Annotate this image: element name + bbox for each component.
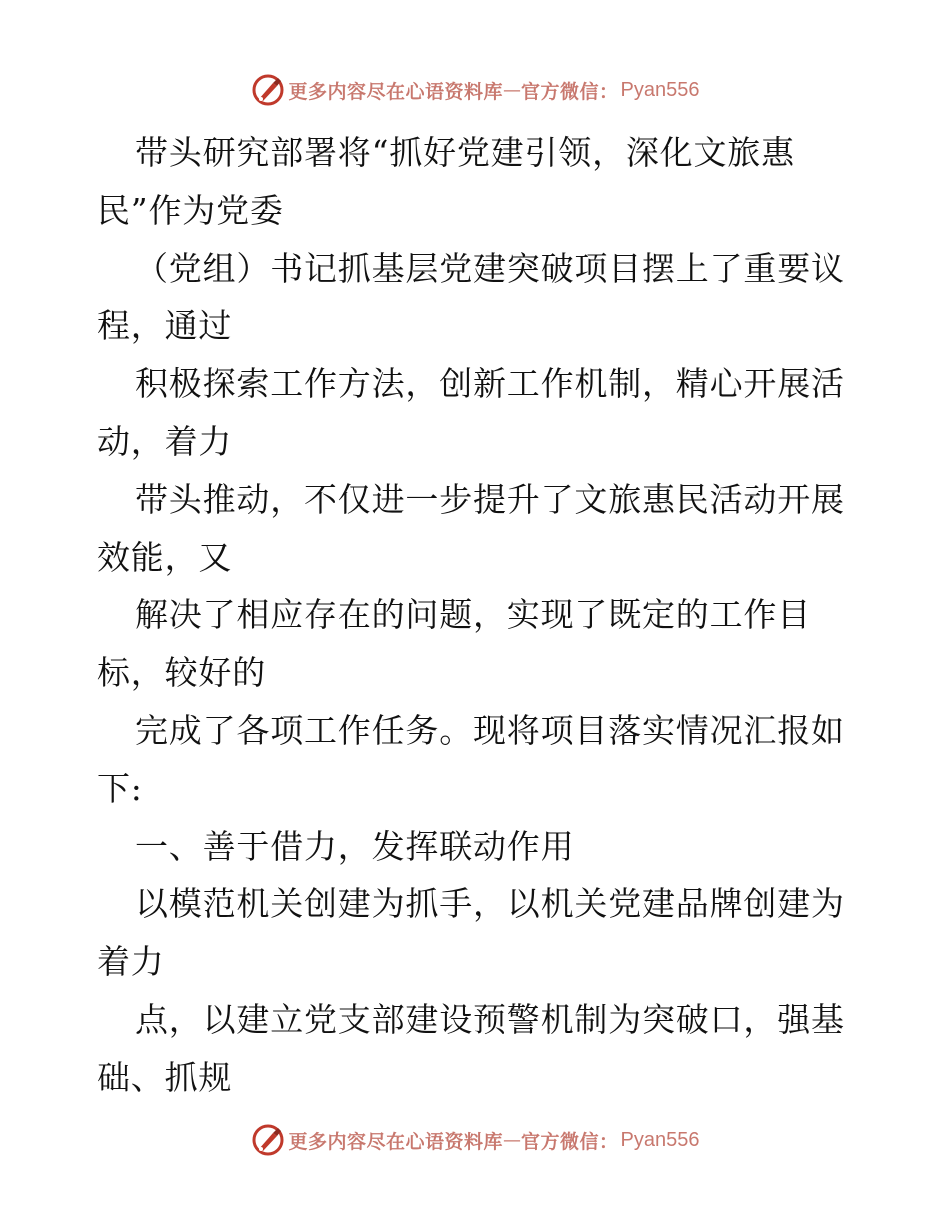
- text-line: 解决了相应存在的问题，实现了既定的工作目: [135, 595, 811, 635]
- text-line: 带头研究部署将“抓好党建引领，深化文旅惠: [135, 133, 795, 172]
- text-line: 一、善于借力，发挥联动作用: [135, 826, 575, 866]
- footer-brand-text: 更多内容尽在心语资料库: [288, 1130, 504, 1153]
- text-line: 民”作为党委: [97, 190, 284, 230]
- text-line: 础、抓规: [97, 1057, 233, 1097]
- text-line: 以模范机关创建为抓手，以机关党建品牌创建为: [135, 884, 845, 924]
- document-body: [97, 124, 857, 1107]
- footer-banner: [0, 1122, 950, 1158]
- text-line: 程，通过: [97, 306, 233, 346]
- text-line: 动，着力: [97, 421, 233, 461]
- text-line: 下:: [97, 768, 143, 808]
- footer-label-text: 官方微信：: [521, 1130, 619, 1153]
- text-line: （党组）书记抓基层党建突破项目摆上了重要议: [135, 248, 845, 288]
- pen-logo-icon: [251, 73, 285, 107]
- text-line: 带头推动，不仅进一步提升了文旅惠民活动开展: [135, 479, 845, 519]
- text-line: 效能，又: [97, 537, 233, 577]
- header-label-text: 官方微信：: [521, 80, 619, 103]
- header-handle-text: Pyan556: [620, 78, 700, 101]
- pen-logo-icon: [251, 1123, 285, 1157]
- text-line: 完成了各项工作任务。现将项目落实情况汇报如: [135, 710, 845, 750]
- text-line: 点，以建立党支部建设预警机制为突破口，强基: [135, 999, 845, 1039]
- text-line: 标，较好的: [97, 653, 266, 693]
- text-line: 积极探索工作方法，创新工作机制，精心开展活: [135, 364, 845, 404]
- text-line: 着力: [97, 942, 165, 982]
- header-separator: —: [503, 79, 522, 101]
- header-brand-text: 更多内容尽在心语资料库: [288, 80, 504, 103]
- header-banner: [0, 72, 950, 108]
- footer-handle-text: Pyan556: [620, 1128, 700, 1151]
- footer-separator: —: [503, 1129, 522, 1151]
